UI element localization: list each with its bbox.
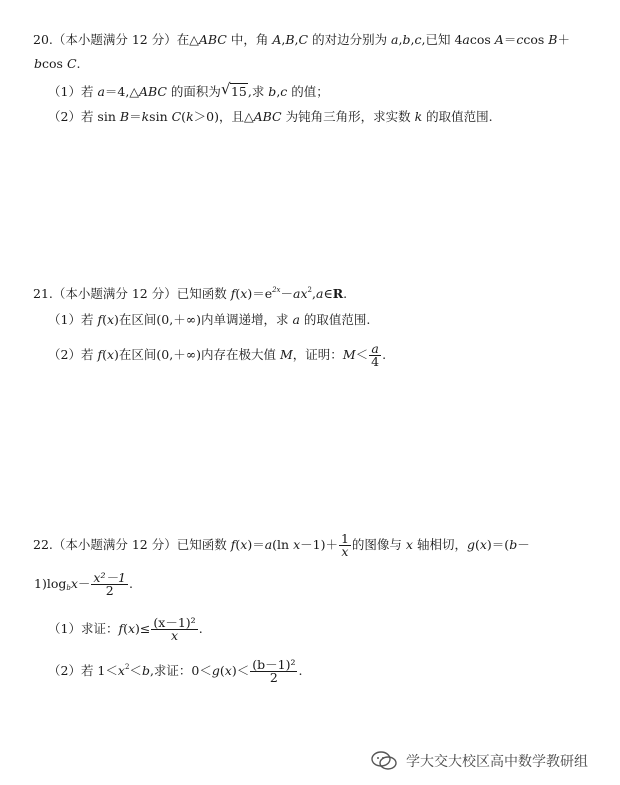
problem-20-stem-line-2: bcos C. (34, 56, 81, 71)
problem-21-part-2: （2）若 f(x)在区间(0,＋∞)内存在极大值 M，证明：M＜ $\frac{a}{4}$ . (48, 341, 387, 369)
problem-21-stem: 21.（本小题满分 12 分）已知函数 $f(x)=e^{2x}-ax^2,a\in R$. (33, 286, 348, 301)
watermark-text: 学大交大校区高中数学教研组 (406, 754, 588, 770)
fraction-a-over-4: $\frac{a}{4}$ (371, 341, 380, 369)
problem-20-part-2: （2）若 sin B＝ksin C(k＞0)，且△ABC 为钝角三角形，求实数 k 的取值范围. (48, 109, 493, 124)
fraction-b-minus-1-squared-over-2: $\frac{\text{(b－1)²}}{2}$ (252, 657, 296, 685)
fraction-x-minus-1-squared-over-x: $\frac{\text{(x－1)²}}{x}$ (153, 615, 196, 643)
sqrt-15: √ 15 (220, 80, 247, 99)
problem-20-part-1: （1）若 a＝4,△ABC 的面积为 √ 15,求 b,c 的值； (48, 80, 329, 99)
problem-20-stem-line-1: 20.（本小题满分 12 分）在△ABC 中，角 A,B,C 的对边分别为 a,b,c,已知 4acos A＝ccos B＋ (33, 32, 570, 47)
fraction-x2-minus-1-over-2: $\frac{\text{x²－1}}{2}$ (93, 570, 126, 598)
problem-22-stem-line-2: $1)\log_bx-$ $\frac{\text{x²－1}}{2}$ . (34, 570, 133, 598)
problem-22-part-1: （1）求证：f(x)≤ $\frac{\text{(x－1)²}}{x}$ . (48, 615, 203, 643)
problem-22-part-2: （2）若 $1<x^2<b$,求证：0＜g(x)＜ $\frac{\text{(b－1)²}}{2}$ . (48, 657, 303, 685)
watermark (370, 748, 610, 774)
problem-22-stem-line-1: 22.（本小题满分 12 分）已知函数 f(x)＝a(ln x－1)＋ $\frac{1}{x}$ 的图像与 x 轴相切，g(x)＝(b－ (33, 531, 530, 559)
fraction-1-over-x: $\frac{1}{x}$ (340, 531, 349, 559)
problem-21-part-1: （1）若 f(x)在区间(0,＋∞)内单调递增，求 a 的取值范围. (48, 312, 371, 327)
wechat-logo-icon (370, 750, 398, 772)
